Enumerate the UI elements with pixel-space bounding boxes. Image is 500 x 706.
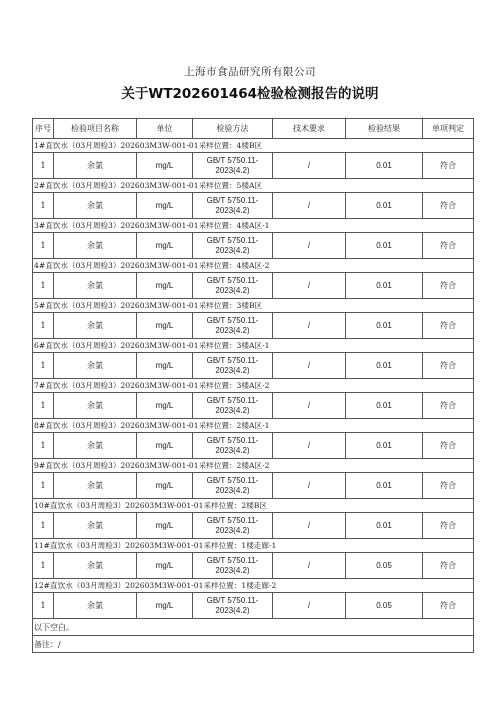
cell-seq: 1 <box>33 433 54 459</box>
cell-result: 0.01 <box>346 233 423 259</box>
sample-group-label: 6#直饮水（03月周检3）202603M3W-001-01采样位置：3楼A区-1 <box>33 339 474 353</box>
cell-result: 0.01 <box>346 433 423 459</box>
cell-unit: mg/L <box>137 433 193 459</box>
cell-judgment: 符合 <box>423 193 474 219</box>
cell-method: GB/T 5750.11-2023(4.2) <box>193 153 273 179</box>
cell-seq: 1 <box>33 313 54 339</box>
cell-seq: 1 <box>33 353 54 379</box>
sample-group-row <box>33 539 474 553</box>
table-header-row <box>33 119 474 139</box>
cell-item: 余氯 <box>54 353 137 379</box>
table-row <box>33 433 474 459</box>
cell-unit: mg/L <box>137 393 193 419</box>
cell-unit: mg/L <box>137 353 193 379</box>
remarks: 备注：/ <box>33 636 474 653</box>
header-item: 检验项目名称 <box>54 119 137 139</box>
sample-group-row <box>33 579 474 593</box>
cell-method: GB/T 5750.11-2023(4.2) <box>193 593 273 619</box>
cell-unit: mg/L <box>137 273 193 299</box>
table-row <box>33 393 474 419</box>
sample-group-row <box>33 299 474 313</box>
cell-unit: mg/L <box>137 473 193 499</box>
cell-item: 余氯 <box>54 233 137 259</box>
cell-method: GB/T 5750.11-2023(4.2) <box>193 193 273 219</box>
cell-method: GB/T 5750.11-2023(4.2) <box>193 233 273 259</box>
cell-requirement: / <box>273 593 346 619</box>
cell-requirement: / <box>273 513 346 539</box>
cell-method: GB/T 5750.11-2023(4.2) <box>193 353 273 379</box>
cell-judgment: 符合 <box>423 233 474 259</box>
sample-group-row <box>33 219 474 233</box>
cell-judgment: 符合 <box>423 473 474 499</box>
cell-requirement: / <box>273 353 346 379</box>
header-seq: 序号 <box>33 119 54 139</box>
cell-unit: mg/L <box>137 193 193 219</box>
cell-item: 余氯 <box>54 193 137 219</box>
cell-judgment: 符合 <box>423 353 474 379</box>
cell-requirement: / <box>273 553 346 579</box>
cell-requirement: / <box>273 313 346 339</box>
inspection-results-table <box>32 118 474 653</box>
cell-item: 余氯 <box>54 473 137 499</box>
cell-result: 0.05 <box>346 593 423 619</box>
sample-group-label: 10#直饮水（03月周检3）202603M3W-001-01采样位置：2楼B区 <box>33 499 474 513</box>
cell-seq: 1 <box>33 513 54 539</box>
cell-unit: mg/L <box>137 513 193 539</box>
cell-requirement: / <box>273 393 346 419</box>
cell-result: 0.01 <box>346 193 423 219</box>
cell-result: 0.01 <box>346 273 423 299</box>
table-row <box>33 273 474 299</box>
header-requirement: 技术要求 <box>273 119 346 139</box>
cell-item: 余氯 <box>54 433 137 459</box>
table-row <box>33 473 474 499</box>
cell-judgment: 符合 <box>423 393 474 419</box>
table-row <box>33 193 474 219</box>
cell-judgment: 符合 <box>423 153 474 179</box>
cell-item: 余氯 <box>54 313 137 339</box>
cell-item: 余氯 <box>54 153 137 179</box>
sample-group-label: 11#直饮水（03月周检3）202603M3W-001-01采样位置：1楼走廊-1 <box>33 539 474 553</box>
cell-unit: mg/L <box>137 313 193 339</box>
table-body <box>33 139 474 619</box>
cell-method: GB/T 5750.11-2023(4.2) <box>193 273 273 299</box>
table-row <box>33 233 474 259</box>
cell-seq: 1 <box>33 233 54 259</box>
sample-group-row <box>33 139 474 153</box>
cell-judgment: 符合 <box>423 513 474 539</box>
cell-seq: 1 <box>33 593 54 619</box>
cell-judgment: 符合 <box>423 593 474 619</box>
cell-unit: mg/L <box>137 153 193 179</box>
cell-method: GB/T 5750.11-2023(4.2) <box>193 313 273 339</box>
table-row <box>33 593 474 619</box>
organization-name: 上海市食品研究所有限公司 <box>184 66 316 78</box>
header-method: 检验方法 <box>193 119 273 139</box>
header-judgment: 单项判定 <box>423 119 474 139</box>
sample-group-label: 9#直饮水（03月周检3）202603M3W-001-01采样位置：2楼A区-2 <box>33 459 474 473</box>
sample-group-row <box>33 459 474 473</box>
cell-result: 0.01 <box>346 393 423 419</box>
header-unit: 单位 <box>137 119 193 139</box>
cell-result: 0.05 <box>346 553 423 579</box>
sample-group-label: 8#直饮水（03月周检3）202603M3W-001-01采样位置：2楼A区-1 <box>33 419 474 433</box>
sample-group-row <box>33 419 474 433</box>
cell-method: GB/T 5750.11-2023(4.2) <box>193 553 273 579</box>
cell-requirement: / <box>273 193 346 219</box>
sample-group-label: 1#直饮水（03月周检3）202603M3W-001-01采样位置：4楼B区 <box>33 139 474 153</box>
cell-requirement: / <box>273 233 346 259</box>
header-result: 检验结果 <box>346 119 423 139</box>
blank-note: 以下空白。 <box>33 619 474 636</box>
sample-group-row <box>33 179 474 193</box>
cell-method: GB/T 5750.11-2023(4.2) <box>193 393 273 419</box>
sample-group-label: 2#直饮水（03月周检3）202603M3W-001-01采样位置：5楼A区 <box>33 179 474 193</box>
cell-method: GB/T 5750.11-2023(4.2) <box>193 433 273 459</box>
cell-unit: mg/L <box>137 593 193 619</box>
cell-seq: 1 <box>33 473 54 499</box>
cell-unit: mg/L <box>137 553 193 579</box>
cell-item: 余氯 <box>54 393 137 419</box>
cell-seq: 1 <box>33 393 54 419</box>
sample-group-row <box>33 499 474 513</box>
sample-group-label: 3#直饮水（03月周检3）202603M3W-001-01采样位置：4楼A区-1 <box>33 219 474 233</box>
cell-result: 0.01 <box>346 153 423 179</box>
cell-judgment: 符合 <box>423 273 474 299</box>
cell-result: 0.01 <box>346 313 423 339</box>
cell-result: 0.01 <box>346 353 423 379</box>
cell-method: GB/T 5750.11-2023(4.2) <box>193 473 273 499</box>
sample-group-row <box>33 379 474 393</box>
cell-requirement: / <box>273 273 346 299</box>
remarks-row <box>33 636 474 653</box>
table-row <box>33 153 474 179</box>
cell-result: 0.01 <box>346 473 423 499</box>
cell-requirement: / <box>273 153 346 179</box>
report-title: 关于WT202601464检验检测报告的说明 <box>121 86 379 102</box>
sample-group-label: 12#直饮水（03月周检3）202603M3W-001-01采样位置：1楼走廊-2 <box>33 579 474 593</box>
blank-note-row <box>33 619 474 636</box>
cell-seq: 1 <box>33 193 54 219</box>
table-row <box>33 353 474 379</box>
sample-group-row <box>33 339 474 353</box>
table-row <box>33 513 474 539</box>
cell-item: 余氯 <box>54 593 137 619</box>
sample-group-row <box>33 259 474 273</box>
cell-unit: mg/L <box>137 233 193 259</box>
cell-seq: 1 <box>33 153 54 179</box>
cell-item: 余氯 <box>54 513 137 539</box>
cell-judgment: 符合 <box>423 433 474 459</box>
cell-seq: 1 <box>33 553 54 579</box>
cell-judgment: 符合 <box>423 313 474 339</box>
table-row <box>33 553 474 579</box>
cell-requirement: / <box>273 473 346 499</box>
cell-method: GB/T 5750.11-2023(4.2) <box>193 513 273 539</box>
sample-group-label: 4#直饮水（03月周检3）202603M3W-001-01采样位置：4楼A区-2 <box>33 259 474 273</box>
cell-item: 余氯 <box>54 273 137 299</box>
cell-item: 余氯 <box>54 553 137 579</box>
cell-seq: 1 <box>33 273 54 299</box>
cell-requirement: / <box>273 433 346 459</box>
cell-result: 0.01 <box>346 513 423 539</box>
sample-group-label: 5#直饮水（03月周检3）202603M3W-001-01采样位置：3楼B区 <box>33 299 474 313</box>
table-row <box>33 313 474 339</box>
cell-judgment: 符合 <box>423 553 474 579</box>
sample-group-label: 7#直饮水（03月周检3）202603M3W-001-01采样位置：3楼A区-2 <box>33 379 474 393</box>
